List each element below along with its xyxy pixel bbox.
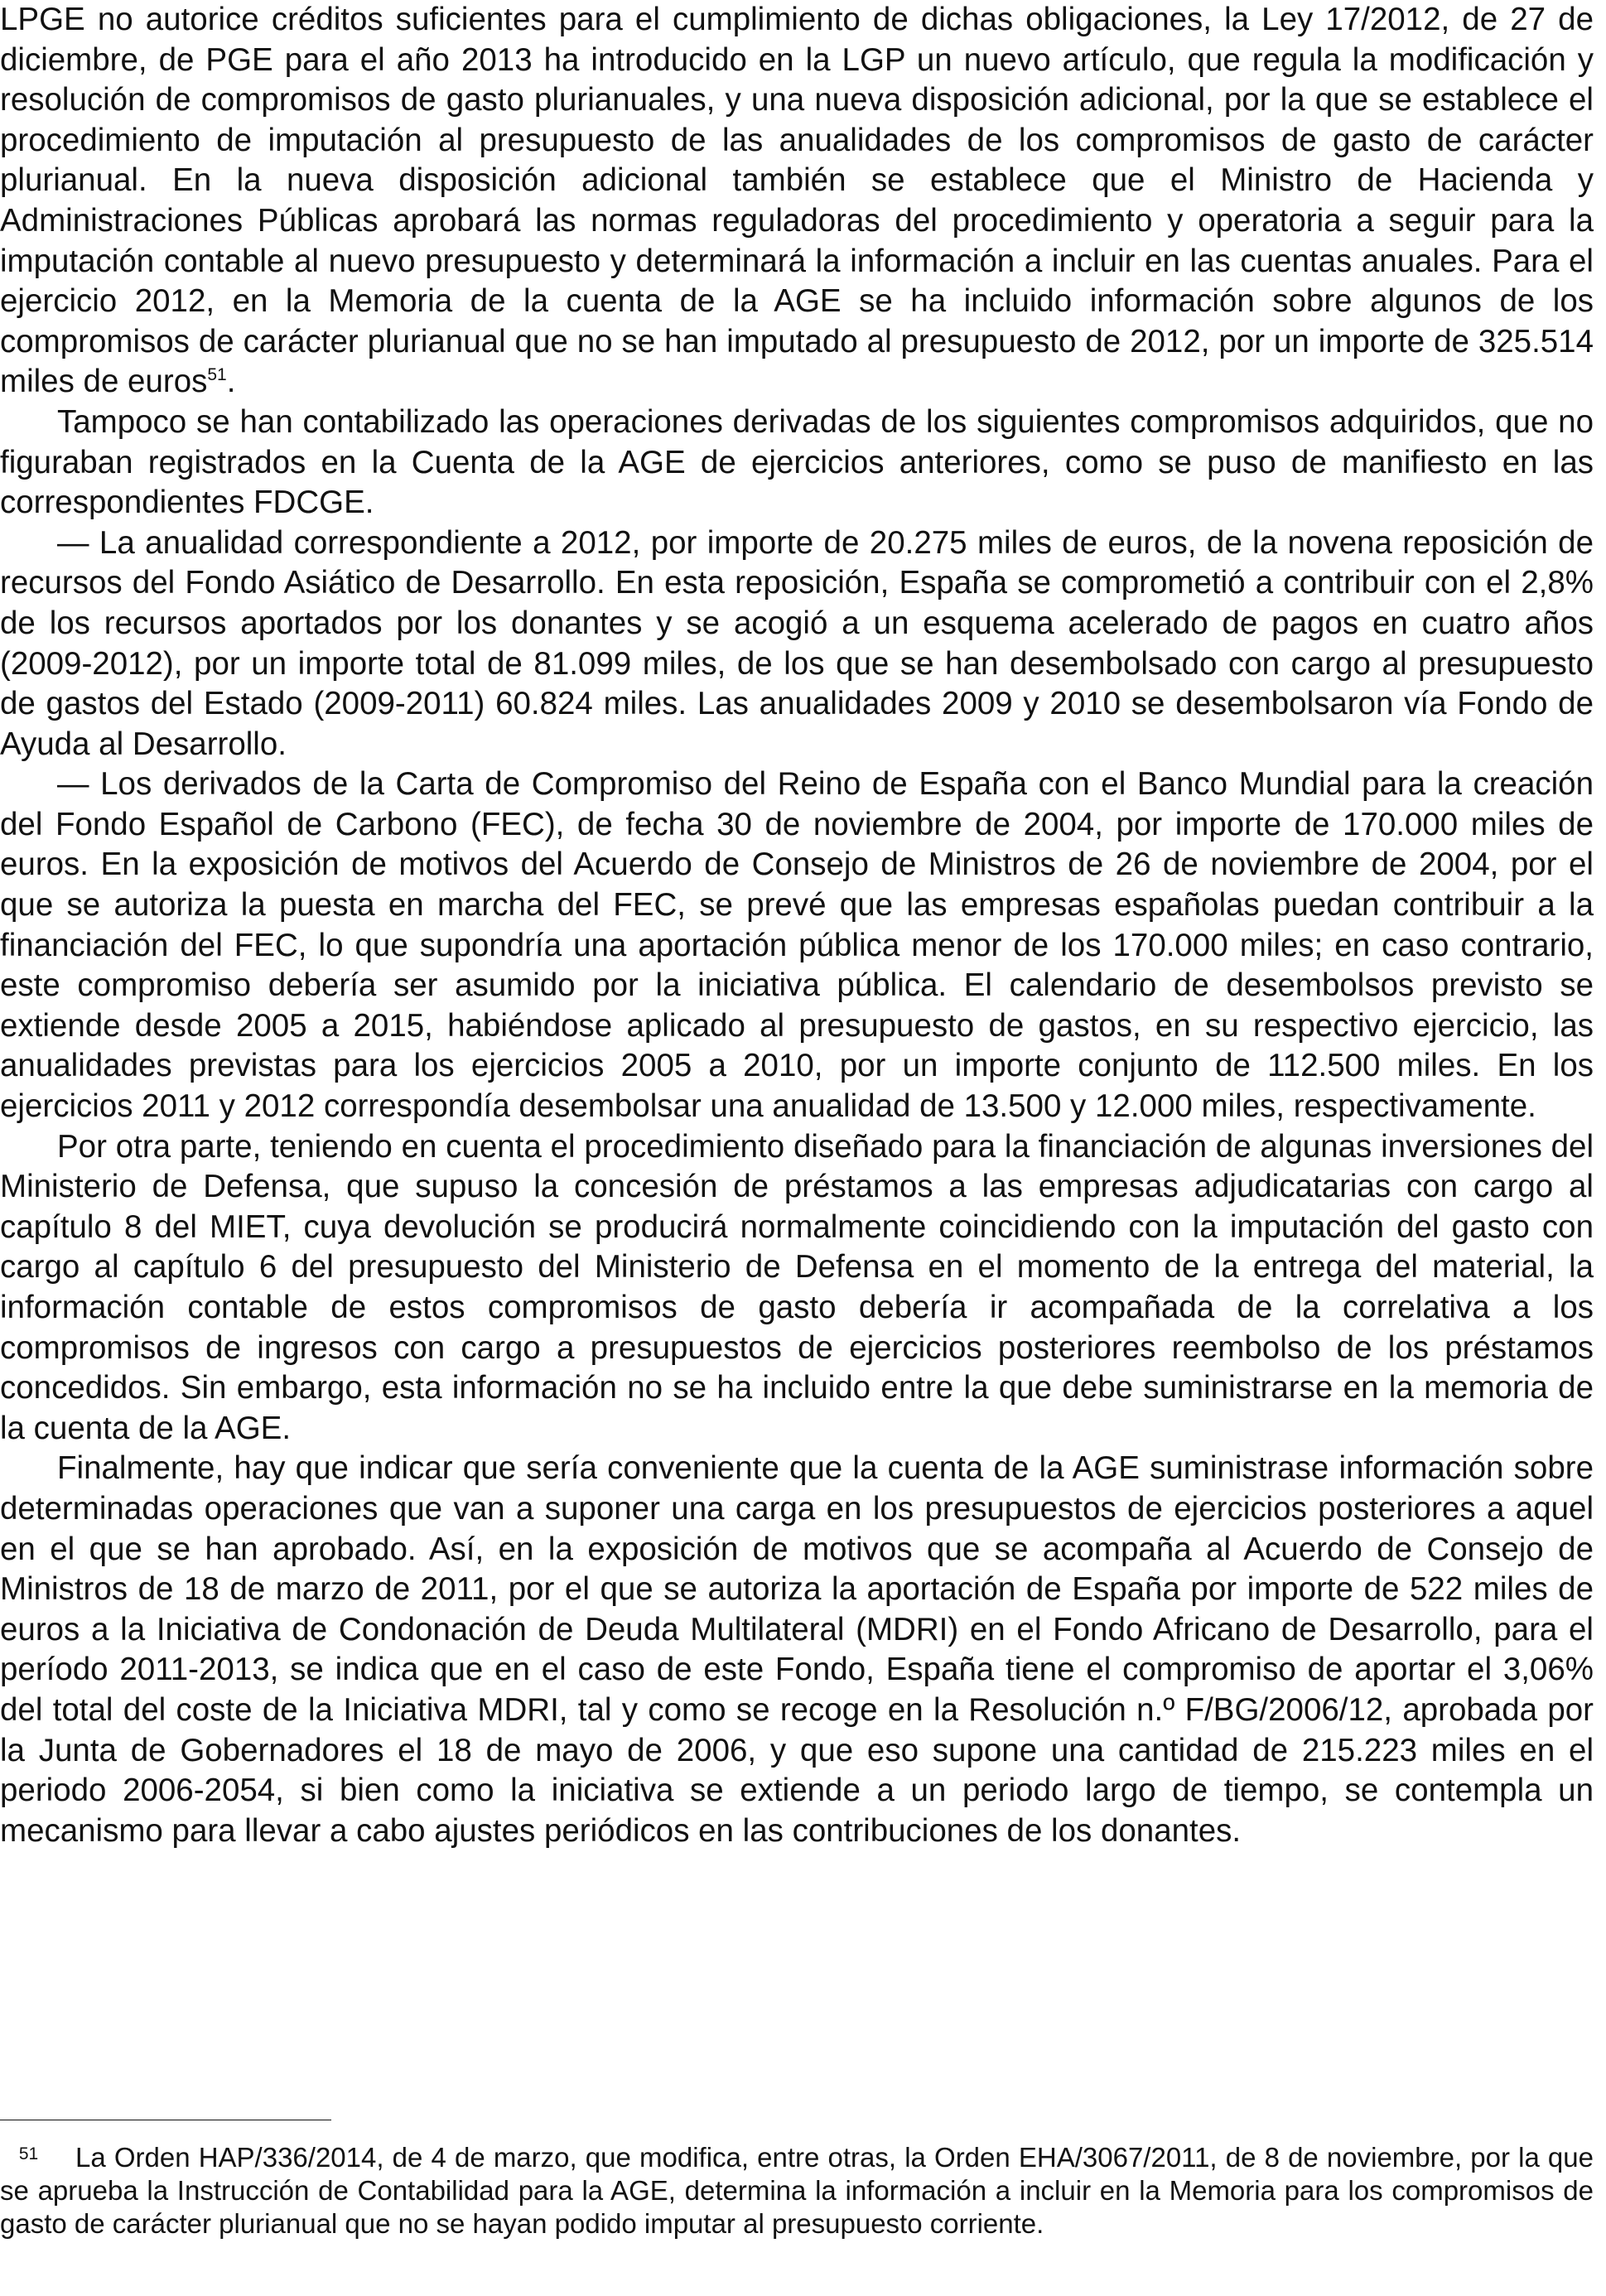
paragraph-1 [0,0,1594,403]
footnote-reference: 51 [207,365,227,385]
paragraph-4: — Los derivados de la Carta de Compromiso del Reino de España con el Banco Mundial para la creación del Fondo Español de Carbono (FEC), de fecha 30 de noviembre de 2004, por importe de 170.000 miles de euros. En la exposición de motivos del Acuerdo de Consejo de Ministros de 26 de noviembre de 2004, por el que se autoriza la puesta en marcha del FEC, se prevé que las empresas españolas puedan contribuir a la financiación del FEC, lo que supondría una aportación pública menor de los 170.000 miles; en caso contrario, este compromiso debería ser asumido por la iniciativa pública. El calendario de desembolsos previsto se extiende desde 2005 a 2015, habiéndose aplicado al presupuesto de gastos, en su respectivo ejercicio, las anualidades previstas para los ejercicios 2005 a 2010, por un importe conjunto de 112.500 miles. En los ejercicios 2011 y 2012 correspondía desembolsar una anualidad de 13.500 y 12.000 miles, respectivamente. [0,766,1594,1125]
paragraph-2: Tampoco se han contabilizado las operaciones derivadas de los siguientes compromisos adquiridos, que no figuraban registrados en la Cuenta de la AGE de ejercicios anteriores, como se puso de manifiesto en las correspondientes FDCGE. [0,403,1594,521]
paragraph-6: Finalmente, hay que indicar que sería conveniente que la cuenta de la AGE suministrase información sobre determinadas operaciones que van a suponer una carga en los presupuestos de ejercicios posteriores a aquel en el que se han aprobado. Así, en la exposición de motivos que se acompaña al Acuerdo de Consejo de Ministros de 18 de marzo de 2011, por el que se autoriza la aportación de España por importe de 522 miles de euros a la Iniciativa de Condonación de Deuda Multilateral (MDRI) en el Fondo Africano de Desarrollo, para el período 2011-2013, se indica que en el caso de este Fondo, España tiene el compromiso de aportar el 3,06% del total del coste de la Iniciativa MDRI, tal y como se recoge en la Resolución n.º F/BG/2006/12, aprobada por la Junta de Gobernadores el 18 de mayo de 2006, y que eso supone una cantidad de 215.223 miles en el periodo 2006-2054, si bien como la iniciativa se extiende a un periodo largo de tiempo, se contempla un mecanismo para llevar a cabo ajustes periódicos en las contribuciones de los donantes. [0,1450,1594,1849]
footnote-text: La Orden HAP/336/2014, de 4 de marzo, que modifica, entre otras, la Orden EHA/3067/2011, de 8 de noviembre, por la que se aprueba la Instrucción de Contabilidad para la AGE, determina la información a incluir en la Memoria para los compromisos de gasto de carácter plurianual que no se hayan podido imputar al presupuesto corriente. [0,2142,1594,2239]
paragraph-1-text: LPGE no autorice créditos suficientes para el cumplimiento de dichas obligaciones, la Ley 17/2012, de 27 de diciembre, de PGE para el año 2013 ha introducido en la LGP un nuevo artículo, que regula la modificación y resolución de compromisos de gasto plurianuales, y una nueva disposición adicional, por la que se establece el procedimiento de imputación al presupuesto de las anualidades de los compromisos de gasto de carácter plurianual. En la nueva disposición adicional también se establece que el Ministro de Hacienda y Administraciones Públicas aprobará las normas reguladoras del procedimiento y operatoria a seguir para la imputación contable al nuevo presupuesto y determinará la información a incluir en las cuentas anuales. Para el ejercicio 2012, en la Memoria de la cuenta de la AGE se ha incluido información sobre algunos de los compromisos de carácter plurianual que no se han imputado al presupuesto de 2012, por un importe de 325.514 miles de euros [0,2,1594,400]
paragraph-5: Por otra parte, teniendo en cuenta el procedimiento diseñado para la financiación de algunas inversiones del Ministerio de Defensa, que supuso la concesión de préstamos a las empresas adjudicatarias con cargo al capítulo 8 del MIET, cuya devolución se producirá normalmente coincidiendo con la imputación del gasto con cargo al capítulo 6 del presupuesto del Ministerio de Defensa en el momento de la entrega del material, la información contable de estos compromisos de gasto debería ir acompañada de la correlativa a los compromisos de ingresos con cargo a presupuestos de ejercicios posteriores reembolso de los préstamos concedidos. Sin embargo, esta información no se ha incluido entre la que debe suministrarse en la memoria de la cuenta de la AGE. [0,1128,1594,1446]
paragraph-3: — La anualidad correspondiente a 2012, por importe de 20.275 miles de euros, de la novena reposición de recursos del Fondo Asiático de Desarrollo. En esta reposición, España se comprometió a contribuir con el 2,8% de los recursos aportados por los donantes y se acogió a un esquema acelerado de pagos en cuatro años (2009-2012), por un importe total de 81.099 miles, de los que se han desembolsado con cargo al presupuesto de gastos del Estado (2009-2011) 60.824 miles. Las anualidades 2009 y 2010 se desembolsaron vía Fondo de Ayuda al Desarrollo. [0,524,1594,762]
paragraph-1-end: . [226,364,236,400]
footnote: 51 La Orden HAP/336/2014, de 4 de marzo, que modifica, entre otras, la Orden EHA/3067/2011, de 8 de noviembre, por la que se aprueba la Instrucción de Contabilidad para la AGE, determina la información a incluir en la Memoria para los compromisos de gasto de carácter plurianual que no se hayan podido imputar al presupuesto corriente. [0,2142,1594,2239]
